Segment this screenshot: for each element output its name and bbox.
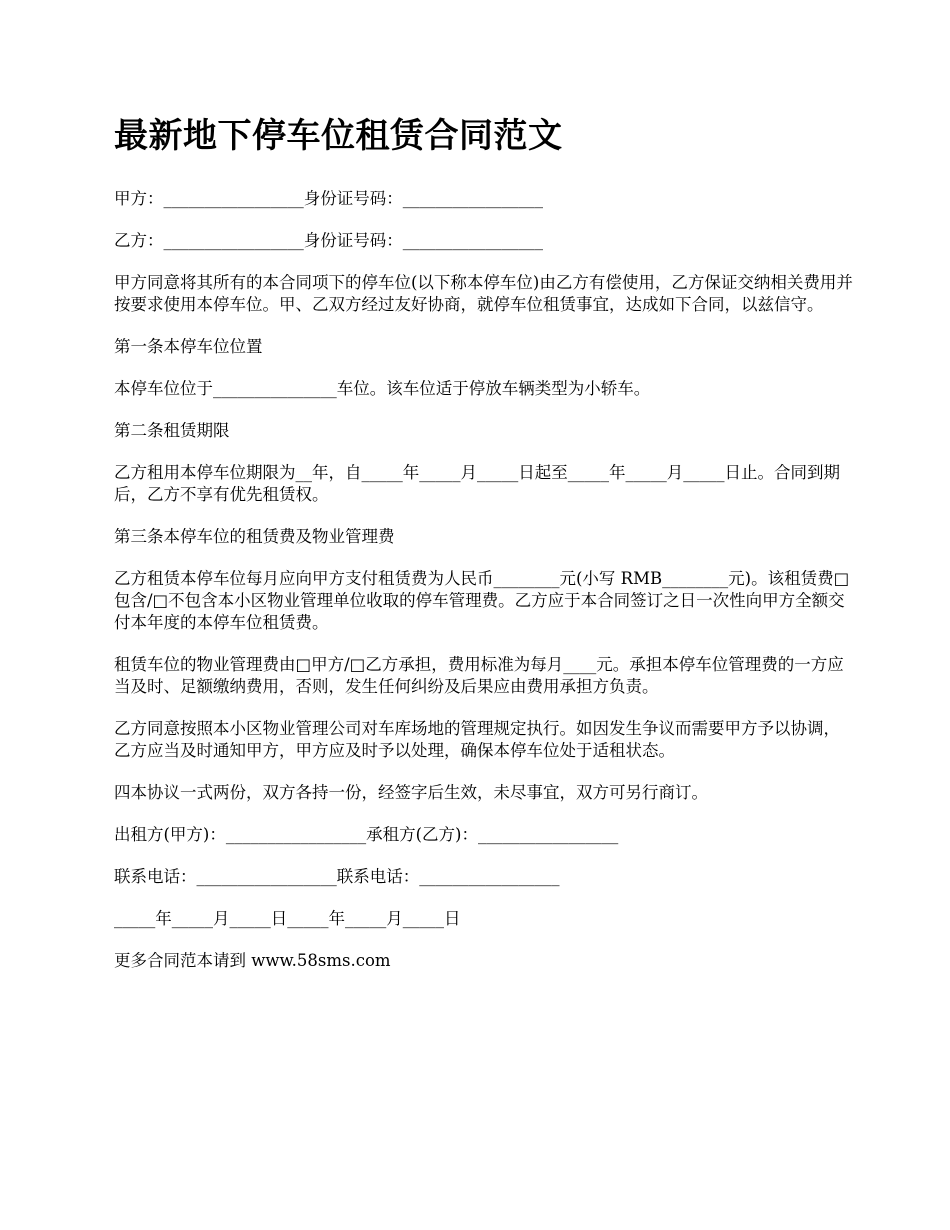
article-3-rent-text: 乙方租赁本停车位每月应向甲方支付租赁费为人民币________元(小写 RMB________元)。该租赁费□包含/□不包含本小区物业管理单位收取的停车管理费。乙方应于本合同签订之日一次性向甲方全额交付本年度的本停车位租赁费。 [114, 569, 850, 632]
article-1-heading: 第一条本停车位位置 [114, 337, 263, 356]
intro-paragraph: 甲方同意将其所有的本合同项下的停车位(以下称本停车位)由乙方有偿使用，乙方保证交纳相关费用并按要求使用本停车位。甲、乙双方经过友好协商，就停车位租赁事宜，达成如下合同，以兹信守。 [114, 273, 853, 314]
agreement-copies-text: 四本协议一式两份，双方各持一份，经签字后生效，未尽事宜，双方可另行商订。 [114, 783, 708, 802]
management-rules-text: 乙方同意按照本小区物业管理公司对车库场地的管理规定执行。如因发生争议而需要甲方予以协调，乙方应当及时通知甲方，甲方应及时予以处理，确保本停车位处于适租状态。 [114, 719, 840, 760]
signature-date-line: _____年_____月_____日_____年_____月_____日 [114, 909, 461, 928]
article-2-text: 乙方租用本停车位期限为__年，自_____年_____月_____日起至_____年_____月_____日止。合同到期后，乙方不享有优先租赁权。 [114, 463, 840, 504]
article-3-heading: 第三条本停车位的租赁费及物业管理费 [114, 527, 395, 546]
party-a-line: 甲方：_________________身份证号码：_________________ [114, 189, 543, 208]
article-2-heading: 第二条租赁期限 [114, 421, 230, 440]
party-b-line: 乙方：_________________身份证号码：_________________ [114, 231, 543, 250]
document-title: 最新地下停车位租赁合同范文 [114, 116, 563, 156]
article-1-text: 本停车位位于_______________车位。该车位适于停放车辆类型为小轿车。 [114, 379, 651, 398]
contact-phone-line: 联系电话：_________________联系电话：_________________ [114, 867, 560, 886]
signature-parties-line: 出租方(甲方)：_________________承租方(乙方)：_________________ [114, 825, 619, 844]
article-3-management-fee-text: 租赁车位的物业管理费由□甲方/□乙方承担，费用标准为每月____元。承担本停车位管理费的一方应当及时、足额缴纳费用，否则，发生任何纠纷及后果应由费用承担方负责。 [114, 655, 844, 696]
document-page [114, 112, 854, 992]
footer-link-text: 更多合同范本请到 www.58sms.com [114, 951, 391, 970]
